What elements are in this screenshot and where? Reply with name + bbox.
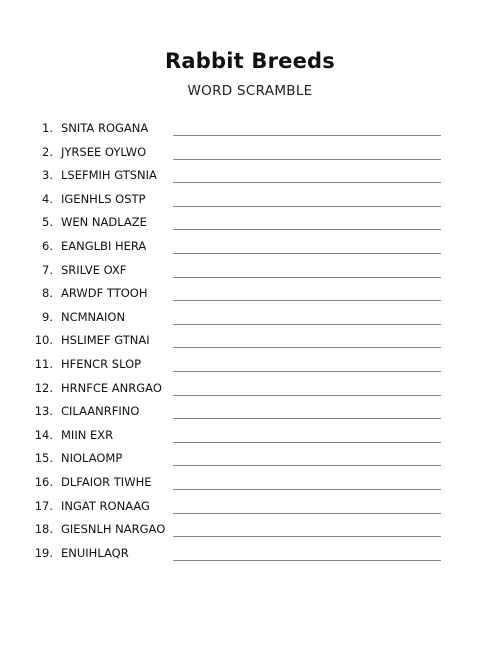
item-number: 3. <box>42 168 53 183</box>
answer-line[interactable] <box>173 489 441 490</box>
item-number: 18. <box>34 522 53 537</box>
scramble-item <box>0 356 500 376</box>
answer-line[interactable] <box>173 347 441 348</box>
item-number: 16. <box>34 475 53 489</box>
scramble-item <box>0 309 500 329</box>
answer-line[interactable] <box>173 418 441 419</box>
scramble-item <box>0 403 500 423</box>
scrambled-word: IGENHLS OSTP <box>61 191 146 206</box>
scrambled-word: NIOLAOMP <box>61 451 123 466</box>
item-number: 6. <box>42 239 53 253</box>
scrambled-word: GIESNLH NARGAO <box>61 522 166 537</box>
scramble-item <box>0 380 500 400</box>
scramble-item <box>0 262 500 282</box>
scramble-item <box>0 474 500 494</box>
scrambled-word: SRILVE OXF <box>61 262 127 277</box>
page-title: Rabbit Breeds <box>165 49 335 73</box>
scrambled-word: HRNFCE ANRGAO <box>61 380 162 395</box>
scramble-item <box>0 285 500 305</box>
scrambled-word: CILAANRFINO <box>61 404 140 419</box>
answer-line[interactable] <box>173 442 441 443</box>
scramble-item <box>0 450 500 470</box>
scrambled-word: SNITA ROGANA <box>61 121 149 135</box>
scrambled-word: MIIN EXR <box>61 427 114 442</box>
answer-line[interactable] <box>173 206 441 207</box>
item-number: 17. <box>34 498 53 513</box>
scrambled-word: ENUIHLAQR <box>61 545 129 560</box>
item-number: 9. <box>42 309 53 324</box>
item-number: 2. <box>42 144 53 159</box>
answer-line[interactable] <box>173 277 441 278</box>
answer-line[interactable] <box>173 513 441 514</box>
item-number: 11. <box>34 357 53 371</box>
scrambled-word: JYRSEE OYLWO <box>61 144 147 159</box>
answer-line[interactable] <box>173 182 441 183</box>
item-number: 19. <box>34 545 53 560</box>
scrambled-word: INGAT RONAAG <box>61 498 150 513</box>
item-number: 8. <box>42 286 53 301</box>
scramble-item <box>0 144 500 164</box>
scramble-item <box>0 498 500 518</box>
answer-line[interactable] <box>173 300 441 301</box>
scrambled-word: ARWDF TTOOH <box>61 286 148 301</box>
scrambled-word: NCMNAION <box>61 309 126 324</box>
scrambled-word: LSEFMIH GTSNIA <box>61 168 157 183</box>
page-subtitle: WORD SCRAMBLE <box>187 83 313 99</box>
answer-line[interactable] <box>173 324 441 325</box>
item-number: 15. <box>34 451 53 466</box>
scramble-item <box>0 167 500 187</box>
scrambled-word: HSLIMEF GTNAI <box>61 333 150 348</box>
scramble-item <box>0 120 500 140</box>
scramble-item <box>0 332 500 352</box>
answer-line[interactable] <box>173 395 441 396</box>
scramble-item <box>0 238 500 258</box>
scrambled-word: HFENCR SLOP <box>61 357 142 371</box>
item-number: 12. <box>34 380 53 395</box>
scrambled-word: DLFAIOR TIWHE <box>61 475 152 489</box>
item-number: 13. <box>34 404 53 419</box>
answer-line[interactable] <box>173 560 441 561</box>
answer-line[interactable] <box>173 536 441 537</box>
scrambled-word: EANGLBI HERA <box>61 239 147 253</box>
scrambled-word: WEN NADLAZE <box>61 215 147 230</box>
answer-line[interactable] <box>173 229 441 230</box>
item-number: 14. <box>34 427 53 442</box>
scramble-item <box>0 214 500 234</box>
scramble-item <box>0 545 500 565</box>
answer-line[interactable] <box>173 465 441 466</box>
answer-line[interactable] <box>173 371 441 372</box>
item-number: 5. <box>42 215 53 230</box>
answer-line[interactable] <box>173 135 441 136</box>
answer-line[interactable] <box>173 159 441 160</box>
item-number: 4. <box>42 191 53 206</box>
scramble-item <box>0 191 500 211</box>
item-number: 1. <box>42 121 53 135</box>
item-number: 10. <box>34 333 53 348</box>
scramble-item <box>0 427 500 447</box>
scramble-item <box>0 521 500 541</box>
answer-line[interactable] <box>173 253 441 254</box>
item-number: 7. <box>42 262 53 277</box>
